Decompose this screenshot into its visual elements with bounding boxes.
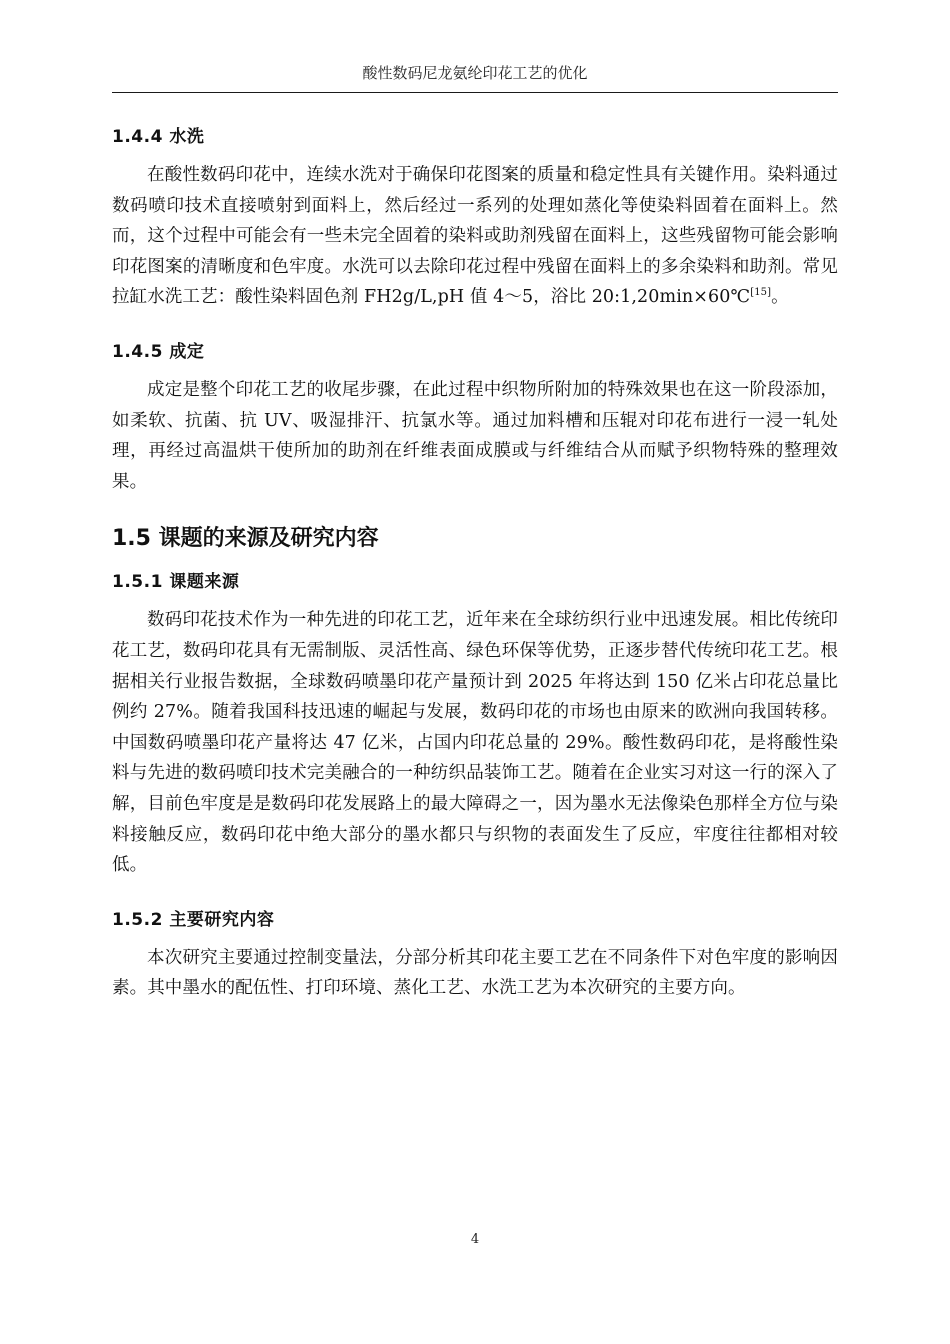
citation-15: [15] bbox=[750, 287, 772, 299]
paragraph-washing bbox=[112, 160, 838, 313]
heading-1-4-5: 1.4.5 成定 bbox=[112, 341, 205, 362]
heading-1-5: 1.5 课题的来源及研究内容 bbox=[112, 526, 379, 552]
header-rule bbox=[112, 92, 838, 93]
heading-1-5-2: 1.5.2 主要研究内容 bbox=[112, 909, 275, 930]
heading-1-4-4: 1.4.4 水洗 bbox=[112, 127, 205, 147]
paragraph-washing-text: 在酸性数码印花中，连续水洗对于确保印花图案的质量和稳定性具有关键作用。染料通过数码喷印技术直接喷射到面料上，然后经过一系列的处理如蒸化等使染料固着在面料上。然而，这个过程中可能会有一些未完全固着的染料或助剂残留在面料上，这些残留物可能会影响印花图案的清晰度和色牢度。水洗可以去除印花过程中残留在面料上的多余染料和助剂。常见拉缸水洗工艺：酸性染料固色剂 FH2g/L,pH 值 4～5，浴比 20:1,20min×60℃ bbox=[112, 165, 838, 308]
running-header: 酸性数码尼龙氨纶印花工艺的优化 bbox=[362, 64, 588, 82]
paragraph-finishing: 成定是整个印花工艺的收尾步骤，在此过程中织物所附加的特殊效果也在这一阶段添加，如柔软、抗菌、抗 UV、吸湿排汗、抗氯水等。通过加料槽和压辊对印花布进行一浸一轧处理，再经过高温烘干使所加的助剂在纤维表面成膜或与纤维结合从而赋予织物特殊的整理效果。 bbox=[112, 379, 838, 492]
paragraph-research-content: 本次研究主要通过控制变量法，分部分析其印花主要工艺在不同条件下对色牢度的影响因素。其中墨水的配伍性、打印环境、蒸化工艺、水洗工艺为本次研究的主要方向。 bbox=[112, 947, 838, 999]
heading-1-5-1: 1.5.1 课题来源 bbox=[112, 572, 240, 593]
paragraph-topic-source: 数码印花技术作为一种先进的印花工艺，近年来在全球纺织行业中迅速发展。相比传统印花工艺，数码印花具有无需制版、灵活性高、绿色环保等优势，正逐步替代传统印花工艺。根据相关行业报告数据，全球数码喷墨印花产量预计到 2025 年将达到 150 亿米占印花总量比例约 27%。随着我国科技迅速的崛起与发展，数码印花的市场也由原来的欧洲向我国转移。中国数码喷墨印花产量将达 47 亿米，占国内印花总量的 29%。酸性数码印花，是将酸性染料与先进的数码喷印技术完美融合的一种纺织品装饰工艺。随着在企业实习对这一行的深入了解，目前色牢度是是数码印花发展路上的最大障碍之一，因为墨水无法像染色那样全方位与染料接触反应，数码印花中绝大部分的墨水都只与织物的表面发生了反应，牢度往往都相对较低。 bbox=[112, 610, 838, 876]
page-number: 4 bbox=[470, 1232, 480, 1247]
page-content bbox=[112, 110, 838, 1014]
paragraph-washing-end: 。 bbox=[771, 287, 789, 308]
